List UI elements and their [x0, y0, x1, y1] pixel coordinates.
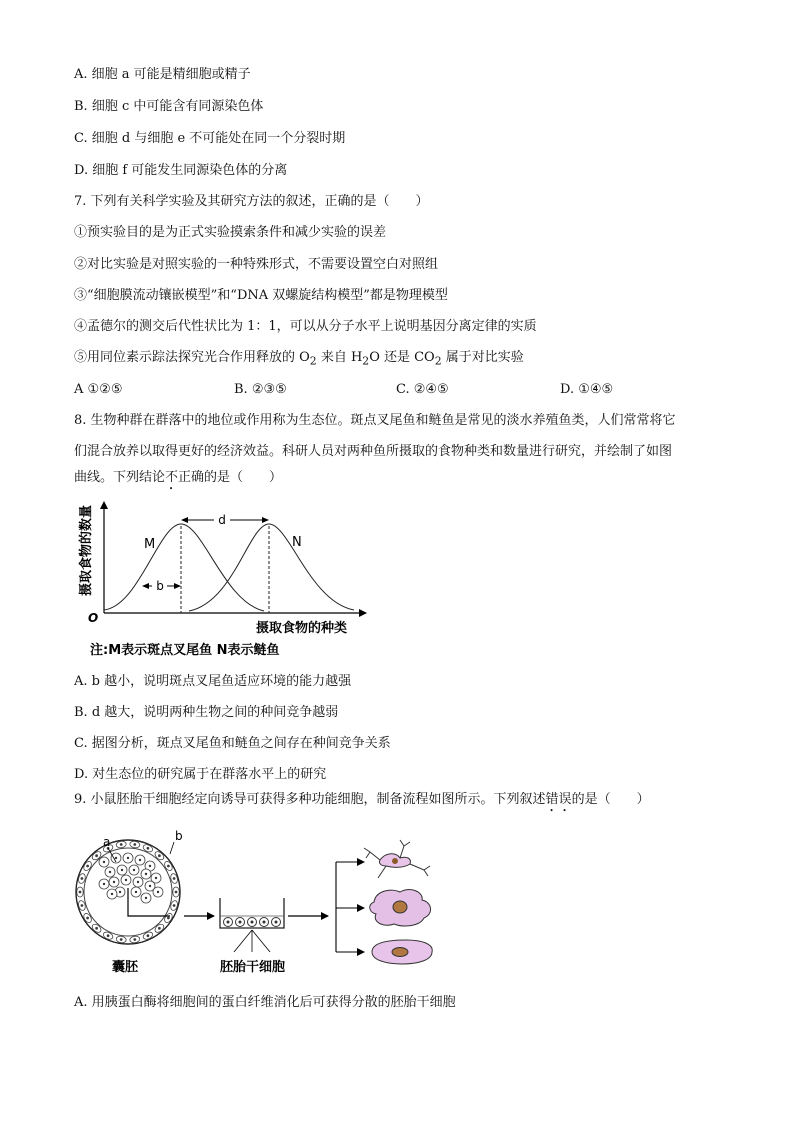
q9-stem: 9. 小鼠胚胎干细胞经定向诱导可获得多种功能细胞，制备流程如图所示。下列叙述错误的是（ ） — [74, 792, 650, 807]
stem-cell-label: 胚胎干细胞 — [220, 960, 286, 975]
niche-curve-figure — [74, 496, 374, 664]
q8-stem-line-3: 曲线。下列结论不正确的是（ ） — [74, 470, 283, 485]
q8-option-b: B. d 越大，说明两种生物之间的种间竞争越弱 — [74, 705, 339, 720]
stem-cell-figure — [74, 828, 454, 980]
y-axis-label: 摄取食物的数量 — [79, 504, 94, 596]
label-n: N — [292, 535, 302, 550]
label-b: b — [175, 829, 183, 843]
label-m: M — [144, 537, 156, 552]
q8-stem-line-1: 8. 生物种群在群落中的地位或作用称为生态位。斑点叉尾鱼和鲢鱼是常见的淡水养殖鱼类，人们常常将它 — [74, 413, 676, 428]
origin-label: O — [88, 611, 99, 625]
q6-option-c: C. 细胞 d 与细胞 e 不可能处在同一个分裂时期 — [74, 131, 346, 146]
q7-choice-d: D. ①④⑤ — [560, 382, 614, 397]
label-b: b — [156, 579, 164, 593]
q6-option-d: D. 细胞 f 可能发生同源染色体的分离 — [74, 163, 288, 178]
q8-option-a: A. b 越小，说明斑点叉尾鱼适应环境的能力越强 — [74, 674, 352, 689]
q6-option-a: A. 细胞 a 可能是精细胞或精子 — [74, 67, 251, 82]
q7-statement-4: ④孟德尔的测交后代性状比为 1：1，可以从分子水平上说明基因分离定律的实质 — [74, 319, 537, 334]
q9-option-a: A. 用胰蛋白酶将细胞间的蛋白纤维消化后可获得分散的胚胎干细胞 — [74, 995, 456, 1010]
label-d: d — [218, 513, 226, 527]
blastocyst-diagram — [76, 840, 180, 944]
q7-statement-3: ③“细胞膜流动镶嵌模型”和“DNA 双螺旋结构模型”都是物理模型 — [74, 288, 448, 303]
q7-statement-2: ②对比实验是对照实验的一种特殊形式，不需要设置空白对照组 — [74, 257, 439, 272]
q7-choice-b: B. ②③⑤ — [234, 382, 287, 397]
q7-stem: 7. 下列有关科学实验及其研究方法的叙述，正确的是（ ） — [74, 194, 429, 209]
curve-n — [189, 524, 354, 611]
q8-option-d: D. 对生态位的研究属于在群落水平上的研究 — [74, 767, 327, 782]
q7-statement-1: ①预实验目的是为正式实验摸索条件和减少实验的误差 — [74, 225, 387, 240]
q7-choice-a: A ①②⑤ — [74, 382, 123, 397]
q7-statement-5: ⑤用同位素示踪法探究光合作用释放的 $O_2$ 来自 $H_2O$ 还是 $CO_2$ 属于对比实验 — [74, 350, 524, 368]
q8-option-c: C. 据图分析，斑点叉尾鱼和鲢鱼之间存在种间竞争关系 — [74, 736, 391, 751]
culture-dish — [220, 898, 284, 952]
figure-note: 注:M表示斑点叉尾鱼 N表示鲢鱼 — [90, 643, 280, 658]
q8-stem-line-2: 们混合放养以取得更好的经济效益。科研人员对两种鱼所摄取的食物种类和数量进行研究，并绘制了如图 — [74, 444, 673, 459]
emphasis-wrong: 错误 — [545, 792, 572, 807]
emphasis-not: 不 — [165, 470, 179, 485]
neuron-cell — [364, 840, 430, 878]
label-a: a — [103, 835, 111, 849]
irregular-cell — [370, 890, 431, 926]
blastocyst-label: 囊胚 — [112, 960, 139, 975]
curve-m — [104, 524, 264, 611]
q6-option-b: B. 细胞 c 中可能含有同源染色体 — [74, 99, 264, 114]
oval-cell — [372, 940, 432, 964]
q7-choice-c: C. ②④⑤ — [396, 382, 449, 397]
x-axis-label: 摄取食物的种类 — [256, 621, 348, 636]
